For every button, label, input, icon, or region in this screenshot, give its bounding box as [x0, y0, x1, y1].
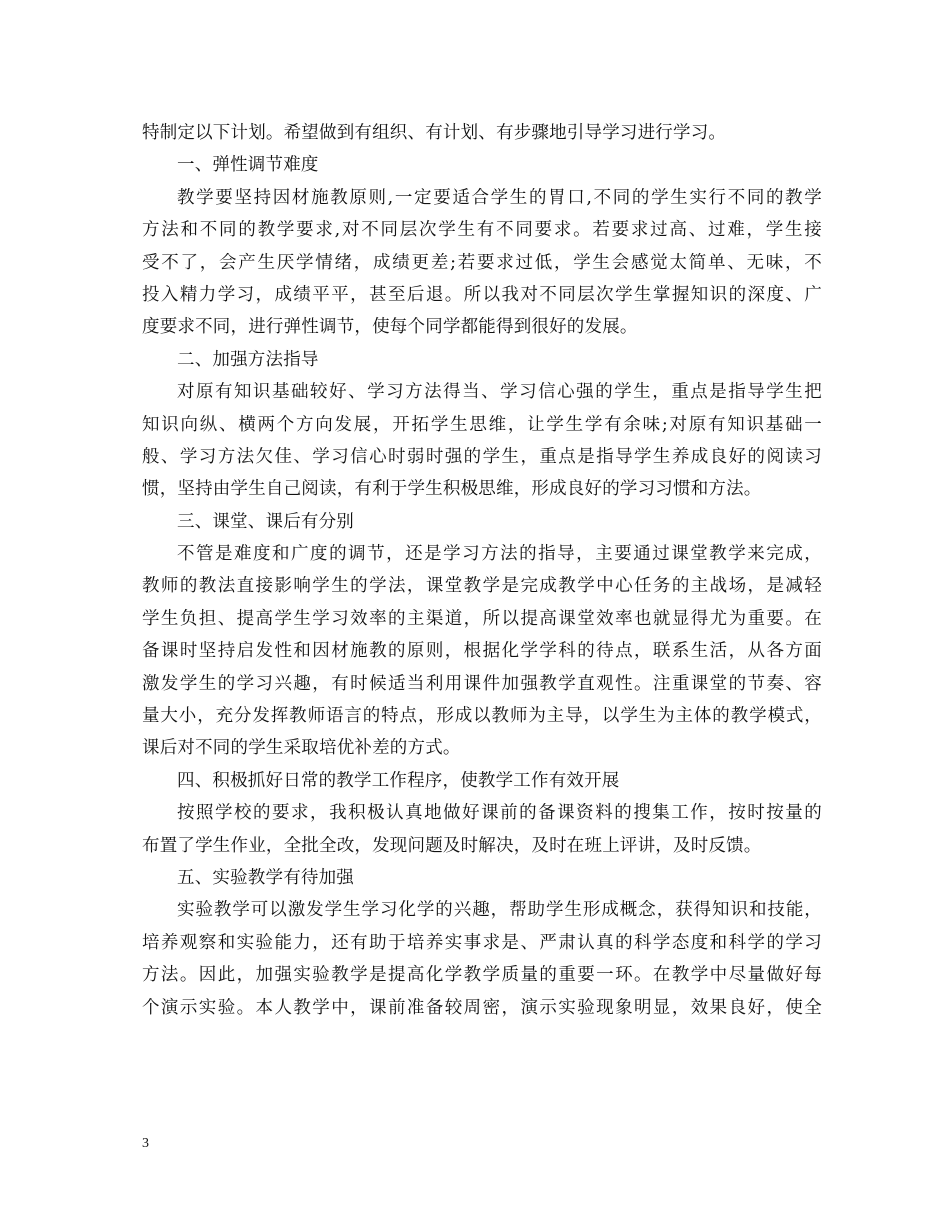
- text-line: 方法。因此，加强实验教学是提高化学教学质量的重要一环。在教学中尽量做好每: [142, 965, 822, 986]
- text-line: 受不了，会产生厌学情绪，成绩更差;若要求过低，学生会感觉太简单、无味，不: [142, 252, 822, 273]
- text-line: 特制定以下计划。希望做到有组织、有计划、有步骤地引导学习进行学习。: [142, 123, 727, 143]
- text-line: 个演示实验。本人教学中，课前准备较周密，演示实验现象明显，效果良好，使全: [142, 997, 822, 1018]
- text-line: 对原有知识基础较好、学习方法得当、学习信心强的学生，重点是指导学生把: [177, 382, 822, 403]
- text-line: 实验教学可以激发学生学习化学的兴趣，帮助学生形成概念，获得知识和技能，: [177, 900, 822, 921]
- text-line: 知识向纵、横两个方向发展，开拓学生思维，让学生学有余味;对原有知识基础一: [142, 414, 822, 435]
- text-line: 培养观察和实验能力，还有助于培养实事求是、严肃认真的科学态度和科学的学习: [142, 932, 822, 953]
- text-line: 激发学生的学习兴趣，有时候适当利用课件加强教学直观性。注重课堂的节奏、容: [142, 673, 822, 694]
- page-number: 3: [142, 1136, 149, 1151]
- text-line: 教学要坚持因材施教原则,一定要适合学生的胃口,不同的学生实行不同的教学: [177, 187, 822, 208]
- text-line: 般、学习方法欠佳、学习信心时弱时强的学生，重点是指导学生养成良好的阅读习: [142, 446, 822, 467]
- text-line: 学生负担、提高学生学习效率的主渠道，所以提高课堂效率也就显得尤为重要。在: [142, 608, 822, 629]
- text-line: 五、实验教学有待加强: [177, 867, 354, 888]
- text-line: 四、积极抓好日常的教学工作程序，使教学工作有效开展: [177, 770, 620, 791]
- text-line: 二、加强方法指导: [177, 349, 319, 370]
- text-line: 一、弹性调节难度: [177, 155, 319, 176]
- text-line: 三、课堂、课后有分别: [177, 511, 354, 532]
- text-line: 惯，坚持由学生自己阅读，有利于学生积极思维，形成良好的学习习惯和方法。: [142, 479, 762, 500]
- text-line: 布置了学生作业，全批全改，发现问题及时解决，及时在班上评讲，及时反馈。: [142, 835, 762, 856]
- text-line: 不管是难度和广度的调节，还是学习方法的指导，主要通过课堂教学来完成，: [177, 544, 822, 565]
- text-line: 教师的教法直接影响学生的学法，课堂教学是完成教学中心任务的主战场，是减轻: [142, 576, 822, 597]
- text-line: 投入精力学习，成绩平平，甚至后退。所以我对不同层次学生掌握知识的深度、广: [142, 284, 822, 305]
- text-line: 量大小，充分发挥教师语言的特点，形成以教师为主导，以学生为主体的教学模式，: [142, 706, 822, 727]
- text-line: 度要求不同，进行弹性调节，使每个同学都能得到很好的发展。: [142, 317, 638, 338]
- text-line: 备课时坚持启发性和因材施教的原则，根据化学学科的待点，联系生活，从各方面: [142, 641, 822, 662]
- text-line: 按照学校的要求，我积极认真地做好课前的备课资料的搜集工作，按时按量的: [177, 803, 822, 824]
- text-line: 课后对不同的学生采取培优补差的方式。: [142, 738, 461, 759]
- document-body: [142, 117, 822, 1024]
- text-line: 方法和不同的教学要求,对不同层次学生有不同要求。若要求过高、过难，学生接: [142, 220, 822, 241]
